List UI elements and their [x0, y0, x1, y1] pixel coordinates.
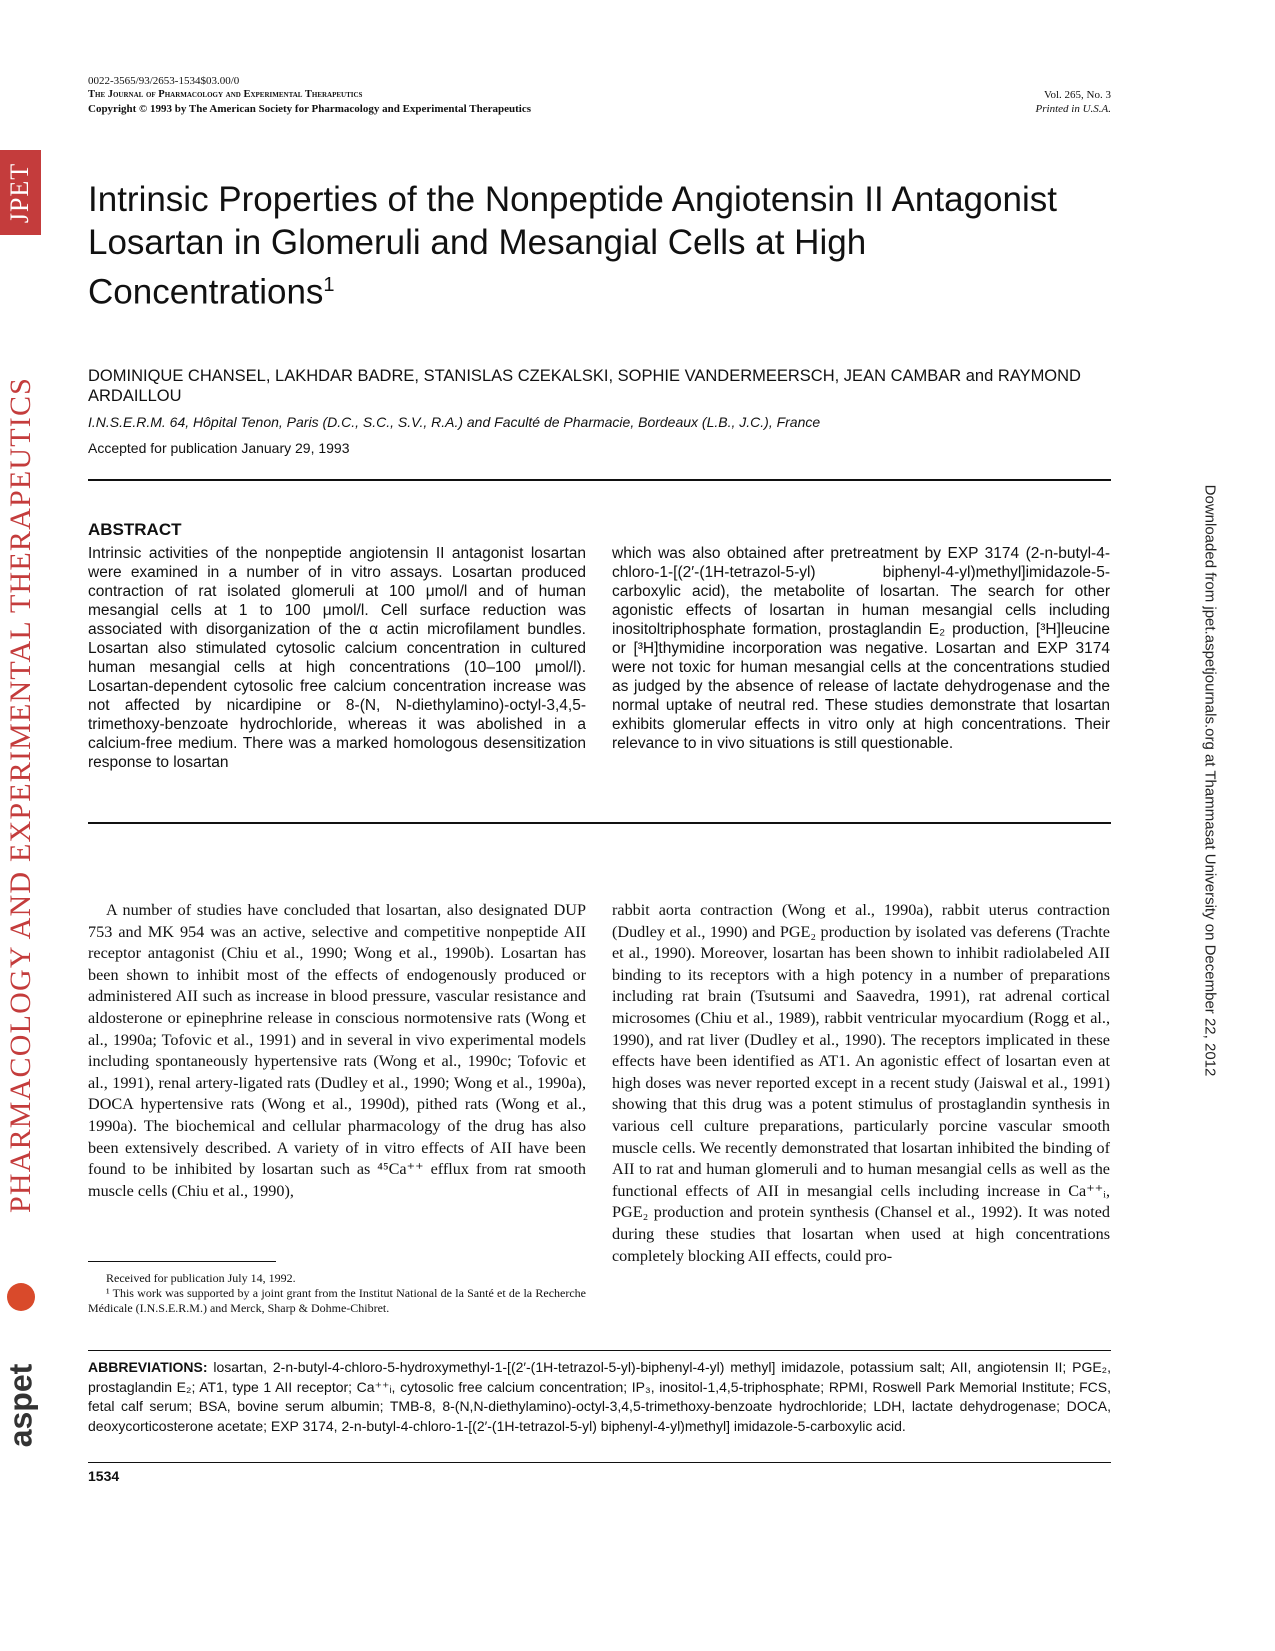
aspet-logo-icon: [7, 1283, 35, 1311]
abstract-heading: ABSTRACT: [88, 520, 182, 539]
journal-name: The Journal of Pharmacology and Experimental Therapeutics: [88, 89, 363, 100]
journal-vertical-title: PHARMACOLOGY AND EXPERIMENTAL THERAPEUTICS: [4, 376, 37, 1214]
issn-code: 0022-3565/93/2653-1534$03.00/0: [88, 75, 240, 87]
footnotes: [88, 1271, 586, 1316]
printed-in: Printed in U.S.A.: [1035, 103, 1111, 115]
divider-abbrev: [88, 1350, 1111, 1351]
download-note: Downloaded from jpet.aspetjournals.org at Thammasat University on December 22, 2012: [1201, 484, 1219, 1076]
jpet-label: JPET: [0, 150, 41, 235]
author-list: DOMINIQUE CHANSEL, LAKHDAR BADRE, STANISLAS CZEKALSKI, SOPHIE VANDERMEERSCH, JEAN CAMBAR and RAYMOND ARDAILLOU: [88, 367, 1081, 405]
accepted-date: Accepted for publication January 29, 1993: [88, 440, 350, 456]
abbreviations: [88, 1358, 1111, 1436]
abbreviations-label: ABBREVIATIONS:: [88, 1359, 208, 1375]
abbreviations-text: losartan, 2-n-butyl-4-chloro-5-hydroxymethyl-1-[(2′-(1H-tetrazol-5-yl)-biphenyl-4-yl) methyl] imidazole, potassium salt; AII, angiotensin II; PGE₂, prostaglandin E₂; AT1, type 1 AII receptor; Ca⁺⁺ᵢ, cytosolic free calcium concentration; IP₃, inositol-1,4,5-triphosphate; RPMI, Roswell Park Memorial Institute; FCS, fetal calf serum; BSA, bovine serum albumin; TMB-8, 8-(N,N-diethylamino)-octyl-3,4,5-trimethoxy-benzoate hydrochloride; LDH, lactate dehydrogenase; DOCA, deoxycorticosterone acetate; EXP 3174, 2-n-butyl-4-chloro-1-[(2′-(1H-tetrazol-5-yl) biphenyl-4-yl)methyl] imidazole-5-carboxylic acid.: [88, 1359, 1111, 1434]
divider-abstract: [88, 822, 1111, 824]
footnote-rule: [88, 1261, 276, 1262]
received-note: Received for publication July 14, 1992.: [106, 1271, 296, 1285]
divider-top: [88, 479, 1111, 481]
affiliation: I.N.S.E.R.M. 64, Hôpital Tenon, Paris (D.C., S.C., S.V., R.A.) and Faculté de Pharmacie, Bordeaux (L.B., J.C.), France: [88, 414, 821, 430]
volume-info: Vol. 265, No. 3: [1043, 89, 1111, 101]
aspet-logo: aspet: [2, 1363, 39, 1447]
page-number: 1534: [88, 1468, 120, 1484]
body-col-right: rabbit aorta contraction (Wong et al., 1990a), rabbit uterus contraction (Dudley et al., 1990) and PGE₂ production by isolated vas deferens (Trachte et al., 1990). Moreover, losartan has been shown to inhibit radiolabeled AII binding to its receptors with a high potency in a number of preparations including rat brain (Tsutsumi and Saavedra, 1991), rat adrenal cortical microsomes (Chiu et al., 1989), rabbit ventricular myocardium (Rogg et al., 1990), and rat liver (Dudley et al., 1990). The receptors implicated in these effects have been identified as AT1. An agonistic effect of losartan even at high doses was never reported except in a recent study (Jaiswal et al., 1991) showing that this drug was a potent stimulus of prostaglandin synthesis in various cell culture preparations, particularly porcine vascular smooth muscle cells. We recently demonstrated that losartan inhibited the binding of AII to rat and human glomeruli and to human mesangial cells as well as the functional effects of AII in mesangial cells including increase in Ca⁺⁺ᵢ, PGE₂ production and protein synthesis (Chansel et al., 1992). It was noted during these studies that losartan when used at high concentrations completely blocking AII effects, could pro-: [612, 901, 1110, 1265]
header-right: [900, 88, 1111, 116]
body-col-left: A number of studies have concluded that losartan, also designated DUP 753 and MK 954 was an active, selective and competitive nonpeptide AII receptor antagonist (Chiu et al., 1990; Wong et al., 1990b). Losartan has been shown to inhibit most of the effects of endogenously produced or administered AII such as increase in blood pressure, vascular resistance and aldosterone or epinephrine release in conscious normotensive rats (Wong et al., 1990a; Tofovic et al., 1991) and in several in vivo experimental models including spontaneously hypertensive rats (Wong et al., 1990c; Tofovic et al., 1991), renal artery-ligated rats (Dudley et al., 1990; Wong et al., 1990a), DOCA hypertensive rats (Wong et al., 1990d), pithed rats (Wong et al., 1990a). The biochemical and cellular pharmacology of the drug has also been extensively described. A variety of in vitro effects of AII have been found to be inhibited by losartan such as ⁴⁵Ca⁺⁺ efflux from rat smooth muscle cells (Chiu et al., 1990),: [88, 901, 586, 1200]
copyright-line: Copyright © 1993 by The American Society for Pharmacology and Experimental Therapeutics: [88, 103, 532, 115]
divider-bottom: [88, 1462, 1111, 1463]
article-title: Intrinsic Properties of the Nonpeptide Angiotensin II Antagonist Losartan in Glomeruli and Mesangial Cells at High Concentrations$^1$: [88, 180, 1057, 312]
header-left: [88, 74, 531, 116]
abstract-col-left: Intrinsic activities of the nonpeptide angiotensin II antagonist losartan were examined in a number of in vitro assays. Losartan produced contraction of rat isolated glomeruli at 100 μmol/l and of human mesangial cells at 1 to 100 μmol/l. Cell surface reduction was associated with disorganization of the α actin microfilament bundles. Losartan also stimulated cytosolic calcium concentration in cultured human mesangial cells at high concentrations (10–100 μmol/l). Losartan-dependent cytosolic free calcium concentration increase was not affected by nicardipine or 8-(N, N-diethylamino)-octyl-3,4,5-trimethoxy-benzoate hydrochloride, whereas it was abolished in a calcium-free medium. There was a marked homologous desensitization response to losartan: [88, 545, 586, 771]
abstract-col-right: which was also obtained after pretreatment by EXP 3174 (2-n-butyl-4-chloro-1-[(2′-(1H-tetrazol-5-yl) biphenyl-4-yl)methyl]imidazole-5-carboxylic acid), the metabolite of losartan. The search for other agonistic effects of losartan in human mesangial cells including inositoltriphosphate formation, prostaglandin E₂ production, [³H]leucine or [³H]thymidine incorporation was negative. Losartan and EXP 3174 were not toxic for human mesangial cells at the concentrations studied as judged by the absence of release of lactate dehydrogenase and the normal uptake of neutral red. These studies demonstrate that losartan exhibits glomerular effects in vitro only at high concentrations. Their relevance to in vivo situations is still questionable.: [612, 545, 1110, 752]
title-footnote-mark: 1: [323, 274, 335, 296]
grant-note: ¹ This work was supported by a joint grant from the Institut National de la Santé et de la Recherche Médicale (I.N.S.E.R.M.) and Merck, Sharp & Dohme-Chibret.: [88, 1286, 586, 1315]
